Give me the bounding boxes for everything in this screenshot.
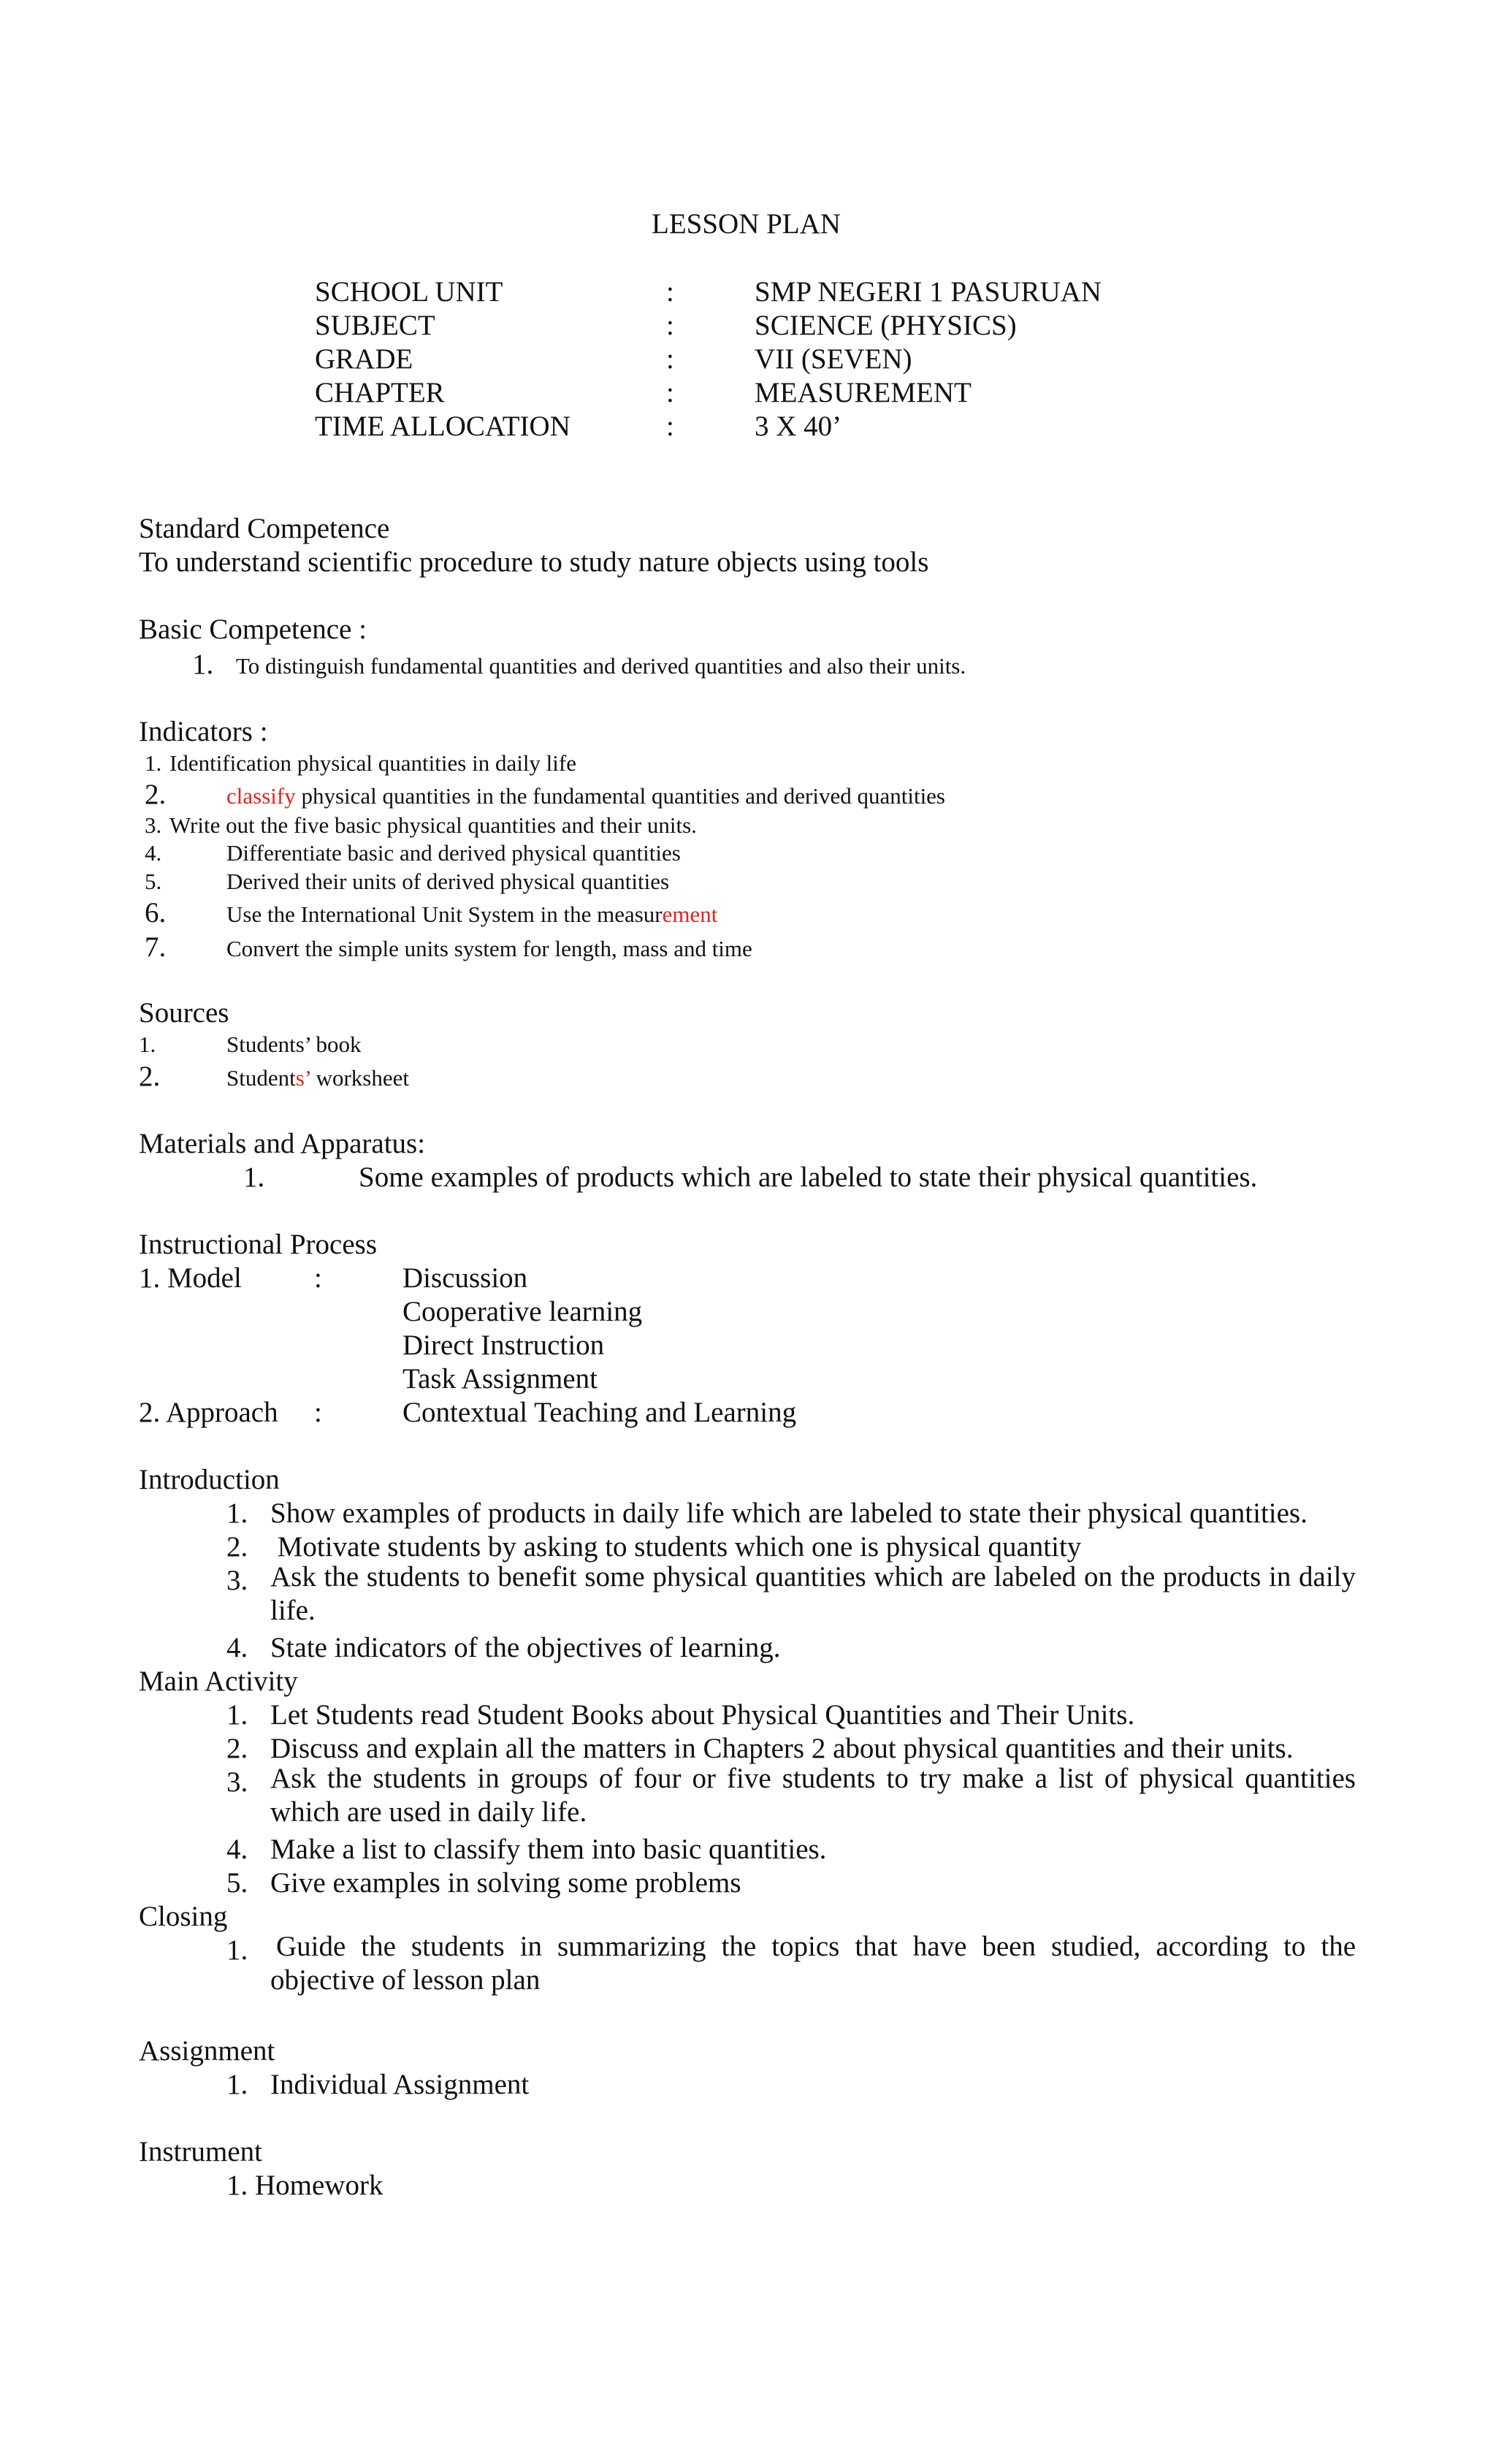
header-colon: : [666,310,674,341]
header-label-school-unit: SCHOOL UNIT [315,276,503,308]
model-item: Direct Instruction [402,1330,605,1361]
sources-heading: Sources [139,997,229,1029]
model-item: Task Assignment [402,1363,598,1395]
list-number: 2. [145,779,167,810]
list-number: 1. [226,2069,248,2100]
indicator-item: classify physical quantities in the fundamental quantities and derived quantities [226,783,946,809]
basic-competence-heading: Basic Competence : [139,614,367,645]
instrument-item: 1. Homework [226,2170,383,2201]
header-label-subject: SUBJECT [315,310,435,341]
instrument-heading: Instrument [139,2136,262,2167]
list-number: 1. [226,1934,248,1966]
closing-item: Guide the students in summarizing the topics that have been studied, according to the objective of lesson plan [270,1931,1356,1996]
standard-competence-text: To understand scientific procedure to study nature objects using tools [139,546,929,578]
header-value-school-unit: SMP NEGERI 1 PASURUAN [755,276,1102,308]
indicator-item: Differentiate basic and derived physical quantities [226,840,681,866]
list-number: 3. [226,1565,248,1596]
standard-competence-heading: Standard Competence [139,513,390,544]
introduction-heading: Introduction [139,1464,280,1495]
list-number: 1. [192,649,214,680]
assignment-item: Individual Assignment [270,2069,530,2100]
header-colon: : [666,377,674,408]
list-number: 4. [226,1834,248,1865]
approach-label: 2. Approach [139,1397,278,1428]
introduction-item: Show examples of products in daily life which are labeled to state their physical quantities. [270,1498,1308,1529]
highlighted-text: ement [662,901,718,927]
introduction-item: Ask the students to benefit some physical quantities which are labeled on the products in daily life. [270,1561,1356,1626]
material-item: Some examples of products which are labeled to state their physical quantities. [359,1162,1258,1193]
header-value-chapter: MEASUREMENT [755,377,972,408]
list-number: 4. [226,1632,248,1663]
list-number: 5. [145,869,162,894]
main-activity-heading: Main Activity [139,1666,298,1697]
highlighted-text: s’ [295,1065,310,1091]
highlighted-text: classify [226,783,296,809]
main-activity-item: Give examples in solving some problems [270,1867,741,1899]
indicator-item: Use the International Unit System in the measurement [226,901,718,927]
introduction-item: Motivate students by asking to students which one is physical quantity [270,1531,1082,1563]
header-colon: : [666,343,674,375]
header-value-subject: SCIENCE (PHYSICS) [755,310,1017,341]
header-colon: : [666,411,674,442]
header-label-grade: GRADE [315,343,413,375]
list-number: 2. [139,1061,161,1092]
materials-heading: Materials and Apparatus: [139,1128,426,1159]
source-item: Students’ book [226,1031,362,1057]
process-colon: : [314,1397,322,1428]
introduction-item: State indicators of the objectives of learning. [270,1632,781,1663]
header-value-time-allocation: 3 X 40’ [755,411,842,442]
indicator-item: Convert the simple units system for length, mass and time [226,936,752,961]
list-number: 1. [139,1031,156,1057]
header-value-grade: VII (SEVEN) [755,343,912,375]
closing-heading: Closing [139,1901,228,1932]
main-activity-item: Make a list to classify them into basic quantities. [270,1834,827,1865]
list-number: 3. [145,812,162,838]
list-number: 3. [226,1766,248,1798]
page-title: LESSON PLAN [652,208,841,240]
main-activity-item: Discuss and explain all the matters in Chapters 2 about physical quantities and their units. [270,1733,1294,1764]
list-number: 1. [243,1162,265,1193]
header-colon: : [666,276,674,308]
list-number: 4. [145,840,162,866]
list-number: 1. [226,1498,248,1529]
model-label: 1. Model [139,1262,242,1294]
list-number: 6. [145,897,167,928]
main-activity-item: Let Students read Student Books about Physical Quantities and Their Units. [270,1699,1135,1731]
assignment-heading: Assignment [139,2035,275,2067]
main-activity-item: Ask the students in groups of four or five students to try make a list of physical quantities which are used in daily life. [270,1763,1356,1828]
approach-value: Contextual Teaching and Learning [402,1397,797,1428]
list-number: 5. [226,1867,248,1899]
model-item: Discussion [402,1262,528,1294]
indicator-item: Write out the five basic physical quantities and their units. [169,812,697,838]
process-colon: : [314,1262,322,1294]
indicators-heading: Indicators : [139,716,268,747]
list-number: 7. [145,931,167,963]
source-item: Students’ worksheet [226,1065,409,1091]
list-number: 1. [145,750,162,776]
indicator-item: Derived their units of derived physical quantities [226,869,670,894]
indicator-item: Identification physical quantities in daily life [169,750,576,776]
list-number: 1. [226,1699,248,1731]
basic-competence-item: To distinguish fundamental quantities and derived quantities and also their units. [236,653,966,679]
header-label-time-allocation: TIME ALLOCATION [315,411,570,442]
model-item: Cooperative learning [402,1296,643,1327]
header-label-chapter: CHAPTER [315,377,445,408]
list-number: 2. [226,1531,248,1563]
instructional-process-heading: Instructional Process [139,1229,378,1260]
list-number: 2. [226,1733,248,1764]
